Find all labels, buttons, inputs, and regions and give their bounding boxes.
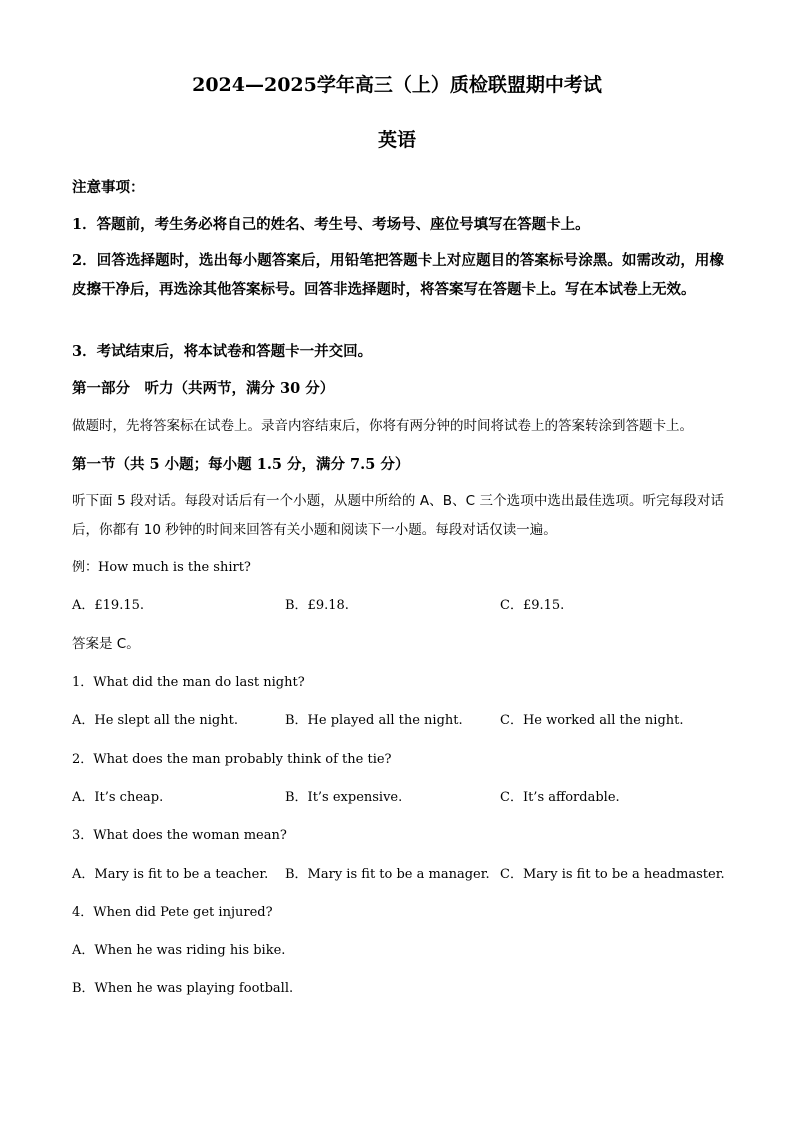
section1-instruction: 听下面 5 段对话。每段对话后有一个小题，从题中所给的 A、B、C 三个选项中选出最佳选项。听完每段对话后，你都有 10 秒钟的时间来回答有关小题和阅读下一小题。每段对话仅读一遍。	[72, 493, 724, 538]
notes-item-1: 1．答题前，考生务必将自己的姓名、考生号、考场号、座位号填写在答题卡上。	[72, 216, 590, 233]
question-1-option-c: C．He worked all the night.	[500, 713, 684, 728]
question-2-option-a: A．It’s cheap.	[72, 790, 164, 805]
question-4-option-a: A．When he was riding his bike.	[72, 943, 286, 958]
question-3: 3．What does the woman mean?	[72, 828, 287, 843]
example-option-a: A．£19.15.	[72, 598, 145, 613]
question-1-option-b: B．He played all the night.	[285, 713, 463, 728]
part1-instruction: 做题时，先将答案标在试卷上。录音内容结束后，你将有两分钟的时间将试卷上的答案转涂到答题卡上。	[72, 418, 693, 434]
question-3-option-b: B．Mary is fit to be a manager.	[285, 867, 490, 882]
example-option-c: C．£9.15.	[500, 598, 565, 613]
question-4-option-b: B．When he was playing football.	[72, 981, 294, 996]
question-3-option-c: C．Mary is fit to be a headmaster.	[500, 867, 725, 882]
section1-heading: 第一节（共 5 小题；每小题 1.5 分，满分 7.5 分）	[72, 456, 410, 473]
exam-title: 2024—2025学年高三（上）质检联盟期中考试	[192, 74, 602, 96]
example-question: 例：How much is the shirt?	[72, 560, 251, 575]
question-1-option-a: A．He slept all the night.	[72, 713, 238, 728]
question-2-option-b: B．It’s expensive.	[285, 790, 403, 805]
notes-heading: 注意事项：	[72, 179, 145, 196]
exam-subject: 英语	[377, 129, 416, 151]
question-3-option-a: A．Mary is fit to be a teacher.	[72, 867, 269, 882]
part1-heading: 第一部分 听力（共两节，满分 30 分）	[72, 380, 335, 397]
example-answer: 答案是 C。	[72, 636, 140, 652]
question-2-option-c: C．It’s affordable.	[500, 790, 620, 805]
question-4: 4．When did Pete get injured?	[72, 905, 273, 920]
notes-item-3: 3．考试结束后，将本试卷和答题卡一并交回。	[72, 343, 373, 360]
example-option-b: B．£9.18.	[285, 598, 349, 613]
notes-item-2: 2．回答选择题时，选出每小题答案后，用铅笔把答题卡上对应题目的答案标号涂黑。如需改动，用橡皮擦干净后，再选涂其他答案标号。回答非选择题时，将答案写在答题卡上。写在本试卷上无效。	[72, 252, 724, 298]
question-2: 2．What does the man probably think of the tie?	[72, 752, 392, 767]
question-1: 1．What did the man do last night?	[72, 675, 305, 690]
